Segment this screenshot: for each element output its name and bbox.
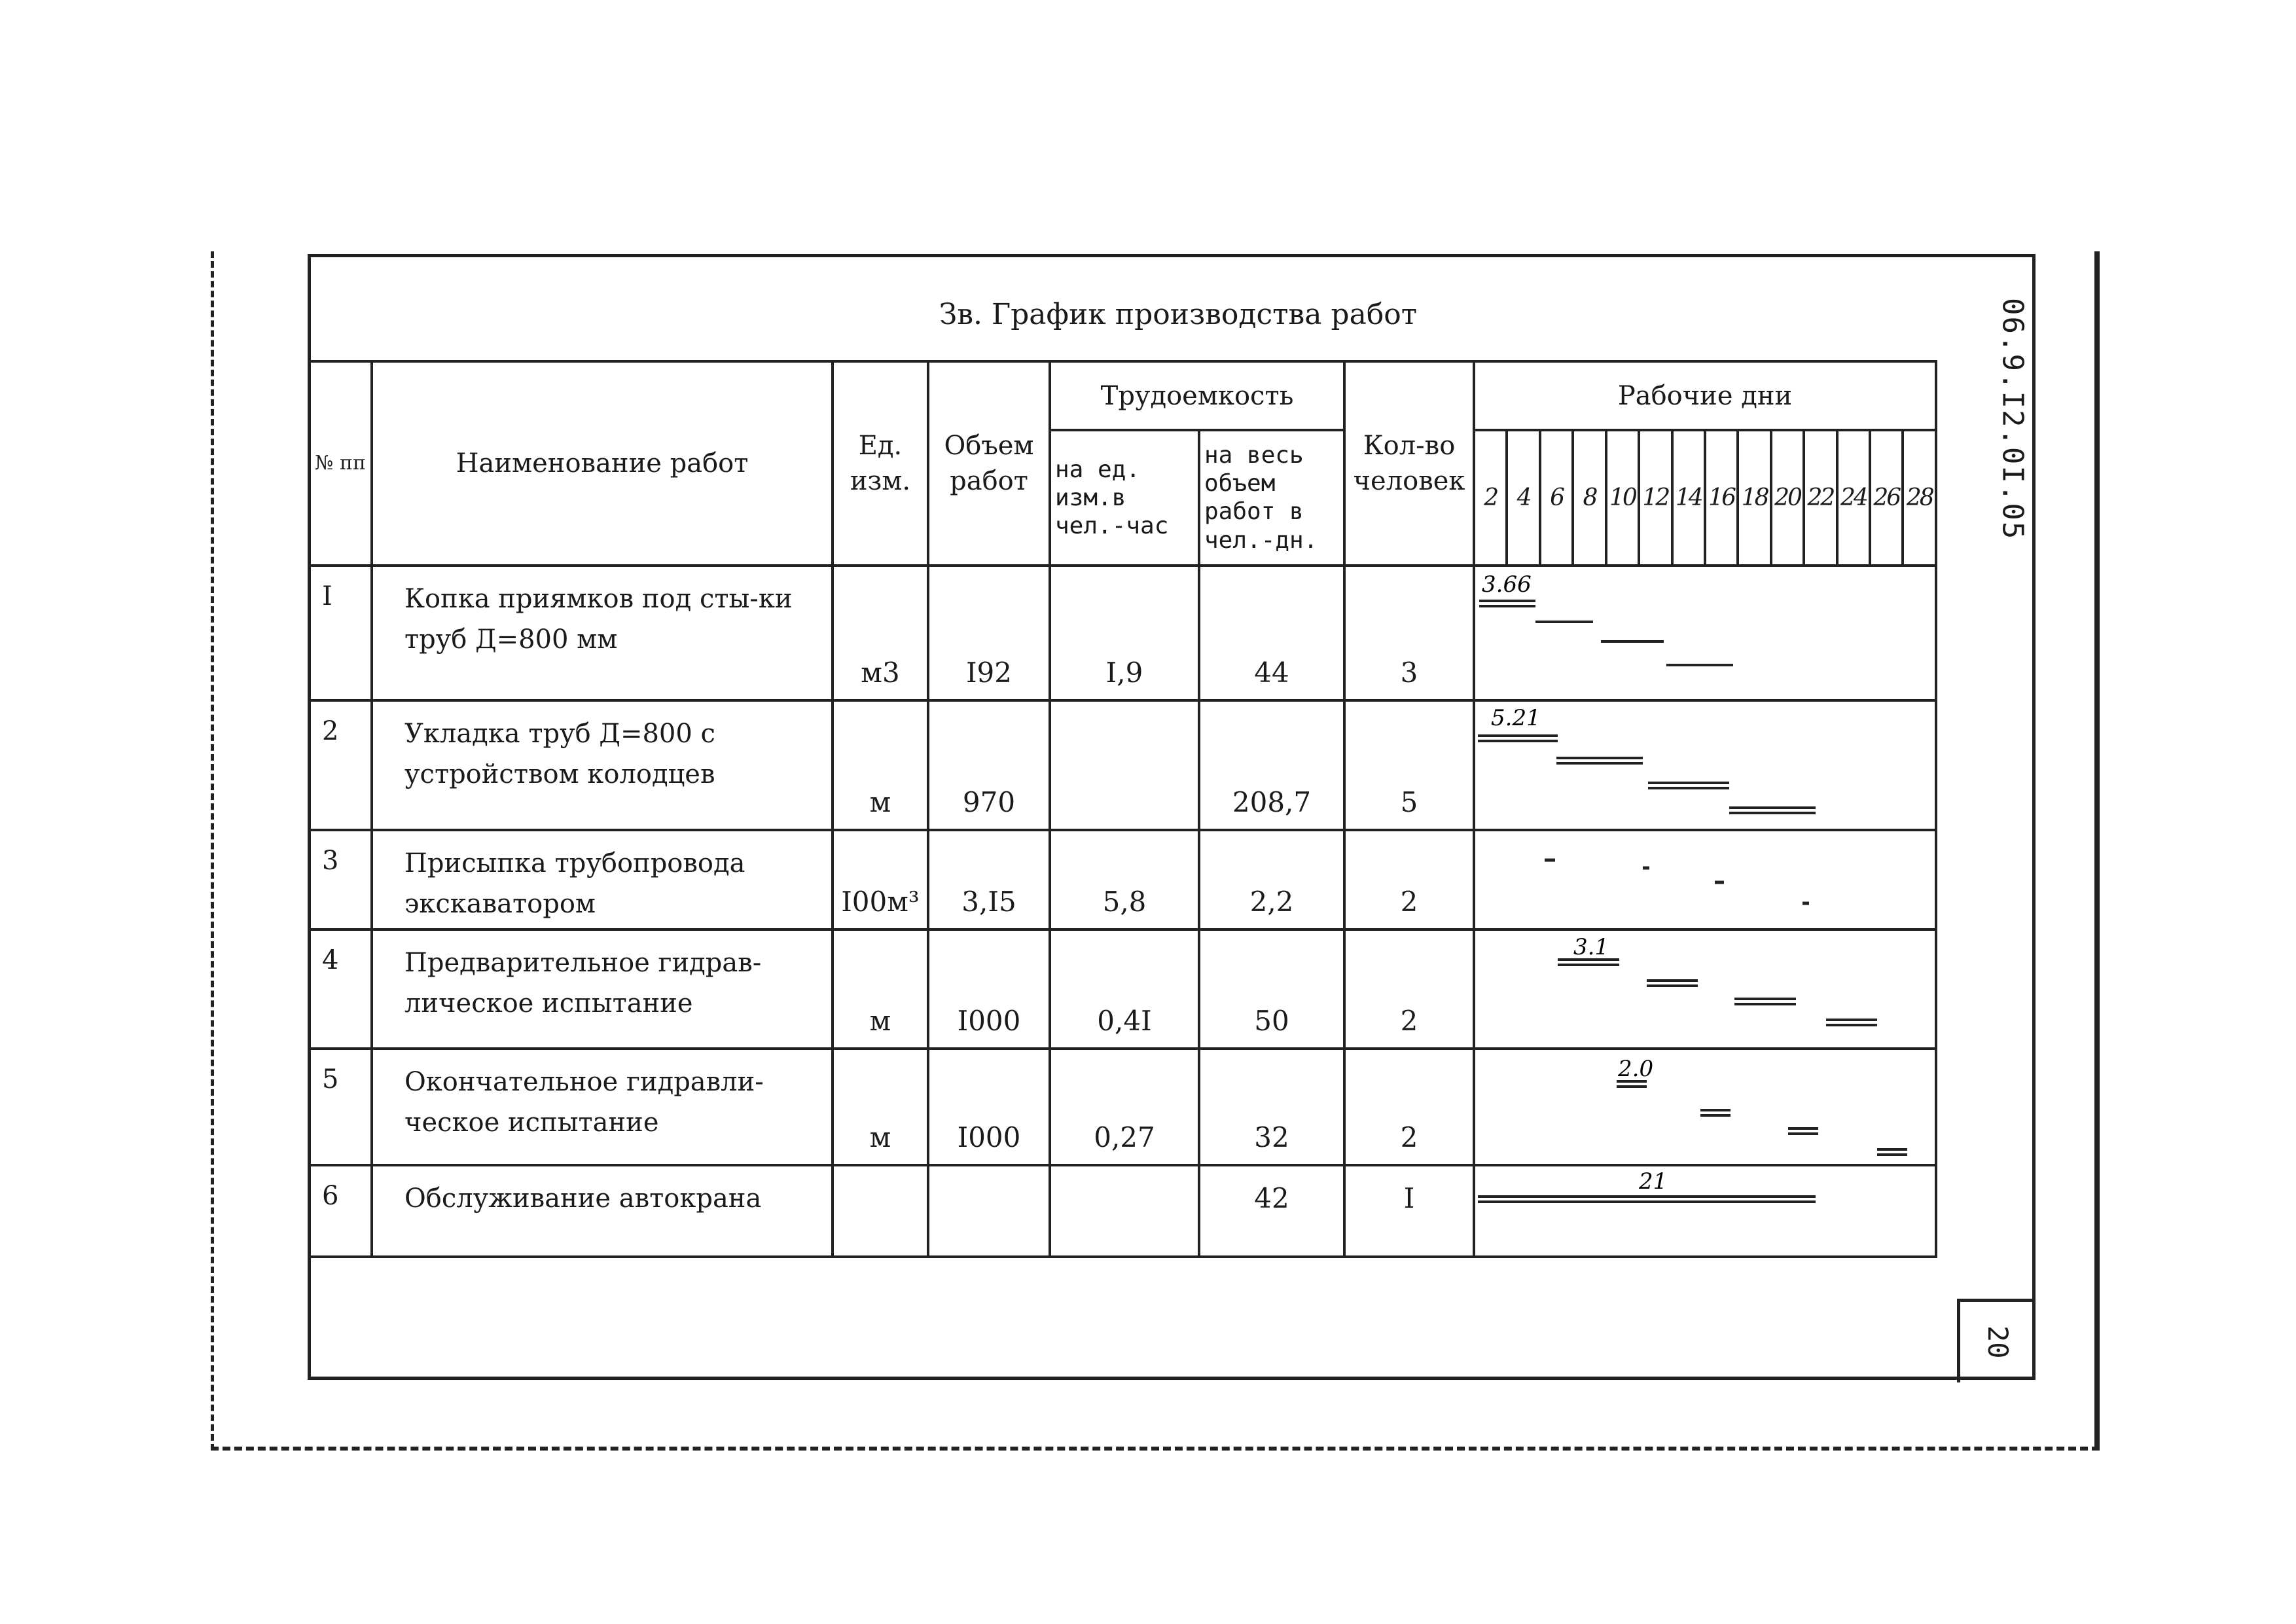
day-label: 6 bbox=[1540, 430, 1573, 565]
volume-cell: 970 bbox=[928, 700, 1050, 830]
work-name: Окончательное гидравли-ческое испытание bbox=[372, 1049, 833, 1165]
day-label: 22 bbox=[1804, 430, 1837, 565]
unit-cell: м bbox=[833, 929, 928, 1049]
work-name: Присыпка трубопровода экскаватором bbox=[372, 830, 833, 929]
gantt-bars-6 bbox=[1475, 1166, 1937, 1257]
document-code: 06.9.I2.0I.05 bbox=[1996, 297, 2030, 541]
row-number: I bbox=[309, 566, 372, 700]
labor-total-cell: 208,7 bbox=[1199, 700, 1344, 830]
header-labor-unit: на ед. изм.в чел.-час bbox=[1050, 430, 1199, 565]
gantt-row-6 bbox=[1474, 1165, 1936, 1257]
day-label: 20 bbox=[1771, 430, 1804, 565]
day-label: 4 bbox=[1507, 430, 1539, 565]
gantt-label: 3.1 bbox=[1573, 934, 1609, 961]
unit-cell: м bbox=[833, 700, 928, 830]
document-title: Зв. График производства работ bbox=[939, 298, 1418, 331]
table-row bbox=[309, 1165, 1936, 1257]
header-no: № пп bbox=[309, 361, 372, 566]
volume-cell bbox=[928, 1165, 1050, 1257]
gantt-row-1 bbox=[1474, 566, 1936, 700]
labor-total-cell: 50 bbox=[1199, 929, 1344, 1049]
labor-unit-cell: 0,27 bbox=[1050, 1049, 1199, 1165]
labor-total-cell: 2,2 bbox=[1199, 830, 1344, 929]
header-people: Кол-во человек bbox=[1344, 361, 1474, 566]
day-label: 10 bbox=[1606, 430, 1639, 565]
gantt-label: 5.21 bbox=[1491, 705, 1541, 732]
unit-cell: м3 bbox=[833, 566, 928, 700]
page-number-box bbox=[1957, 1299, 2036, 1382]
day-label: 24 bbox=[1837, 430, 1870, 565]
work-name: Обслуживание автокрана bbox=[372, 1165, 833, 1257]
work-schedule-table bbox=[308, 360, 1937, 1258]
gantt-row-3 bbox=[1474, 830, 1936, 929]
labor-unit-cell: 5,8 bbox=[1050, 830, 1199, 929]
day-label: 18 bbox=[1738, 430, 1770, 565]
header-name: Наименование работ bbox=[372, 361, 833, 566]
unit-cell bbox=[833, 1165, 928, 1257]
gantt-bars-4 bbox=[1475, 931, 1937, 1049]
people-cell: 2 bbox=[1344, 830, 1474, 929]
labor-unit-cell: 0,4I bbox=[1050, 929, 1199, 1049]
work-name: Укладка труб Д=800 с устройством колодцев bbox=[372, 700, 833, 830]
gantt-label: 2.0 bbox=[1618, 1056, 1654, 1083]
volume-cell: I92 bbox=[928, 566, 1050, 700]
gantt-label: 21 bbox=[1639, 1168, 1668, 1195]
unit-cell: I00м³ bbox=[833, 830, 928, 929]
labor-unit-cell bbox=[1050, 1165, 1199, 1257]
people-cell: 5 bbox=[1344, 700, 1474, 830]
day-label: 12 bbox=[1639, 430, 1672, 565]
labor-unit-cell: I,9 bbox=[1050, 566, 1199, 700]
table-row bbox=[309, 700, 1936, 830]
labor-total-cell: 44 bbox=[1199, 566, 1344, 700]
work-name: Предварительное гидрав-лическое испытание bbox=[372, 929, 833, 1049]
gantt-bars-2 bbox=[1475, 702, 1937, 830]
day-label: 28 bbox=[1903, 430, 1936, 565]
people-cell: 3 bbox=[1344, 566, 1474, 700]
row-number: 3 bbox=[309, 830, 372, 929]
volume-cell: 3,I5 bbox=[928, 830, 1050, 929]
page-number: 20 bbox=[1982, 1326, 2014, 1359]
day-label: 26 bbox=[1870, 430, 1903, 565]
labor-total-cell: 42 bbox=[1199, 1165, 1344, 1257]
table-row bbox=[309, 1049, 1936, 1165]
gantt-bars-1 bbox=[1475, 567, 1937, 700]
labor-unit-cell bbox=[1050, 700, 1199, 830]
table-row bbox=[309, 566, 1936, 700]
day-label: 14 bbox=[1672, 430, 1705, 565]
header-volume: Объем работ bbox=[928, 361, 1050, 566]
people-cell: 2 bbox=[1344, 1049, 1474, 1165]
day-label: 16 bbox=[1705, 430, 1738, 565]
header-labor-total: на весь объем работ в чел.-дн. bbox=[1199, 430, 1344, 565]
day-label: 2 bbox=[1474, 430, 1507, 565]
header-labor: Трудоемкость bbox=[1050, 361, 1344, 430]
volume-cell: I000 bbox=[928, 929, 1050, 1049]
header-unit: Ед. изм. bbox=[833, 361, 928, 566]
day-label: 8 bbox=[1573, 430, 1605, 565]
unit-cell: м bbox=[833, 1049, 928, 1165]
row-number: 6 bbox=[309, 1165, 372, 1257]
work-name: Копка приямков под сты-ки труб Д=800 мм bbox=[372, 566, 833, 700]
gantt-bars-3 bbox=[1475, 831, 1937, 929]
row-number: 5 bbox=[309, 1049, 372, 1165]
people-cell: 2 bbox=[1344, 929, 1474, 1049]
volume-cell: I000 bbox=[928, 1049, 1050, 1165]
labor-total-cell: 32 bbox=[1199, 1049, 1344, 1165]
row-number: 2 bbox=[309, 700, 372, 830]
gantt-row-5 bbox=[1474, 1049, 1936, 1165]
people-cell: I bbox=[1344, 1165, 1474, 1257]
table-row bbox=[309, 830, 1936, 929]
gantt-bars-5 bbox=[1475, 1050, 1937, 1165]
header-days: Рабочие дни bbox=[1474, 361, 1936, 430]
gantt-row-2 bbox=[1474, 700, 1936, 830]
gantt-row-4 bbox=[1474, 929, 1936, 1049]
row-number: 4 bbox=[309, 929, 372, 1049]
gantt-label: 3.66 bbox=[1482, 571, 1532, 598]
table-row bbox=[309, 929, 1936, 1049]
